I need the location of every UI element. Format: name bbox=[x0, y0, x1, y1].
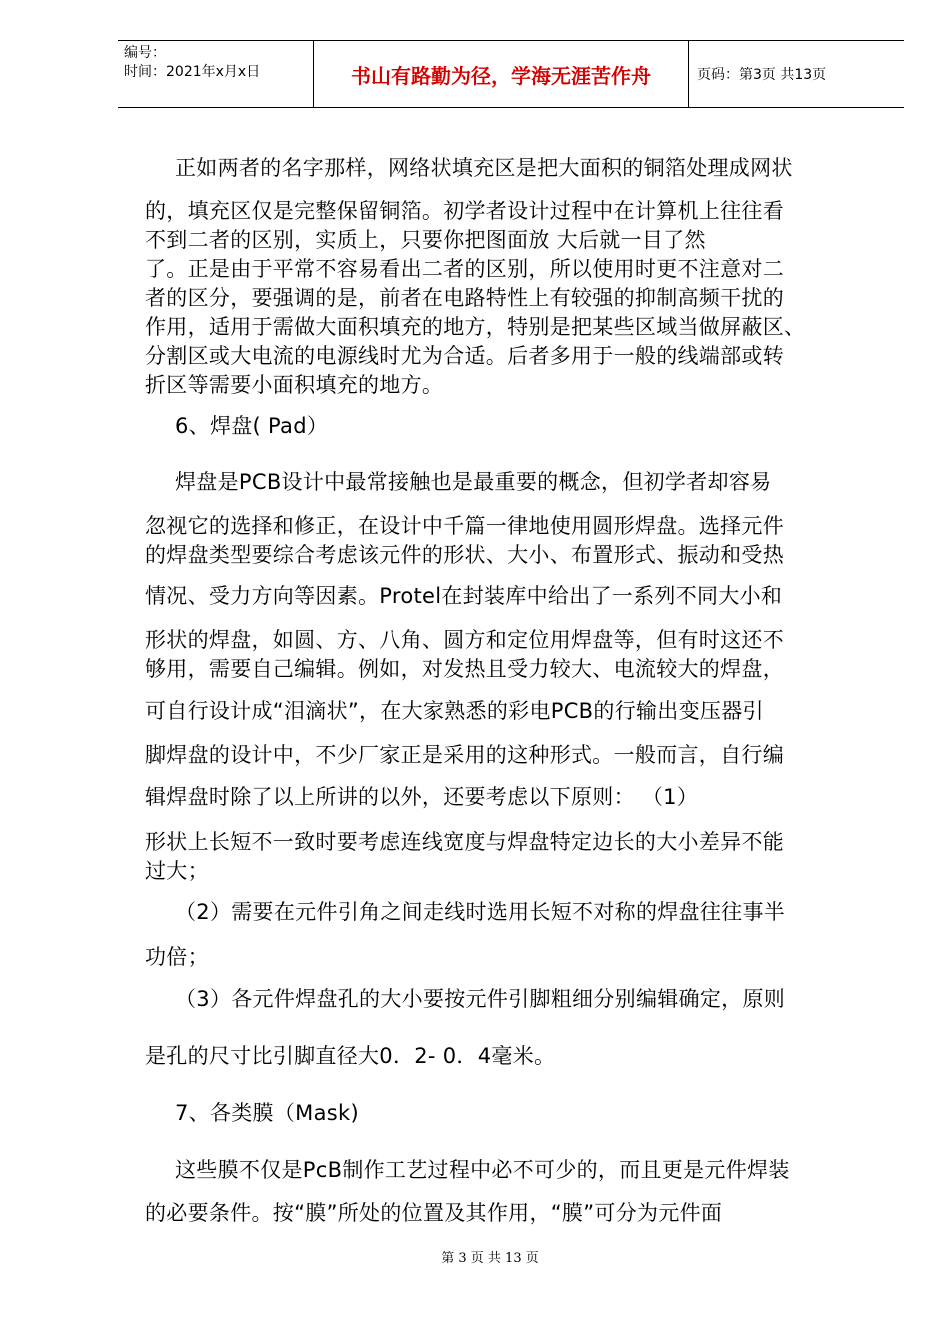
page-header bbox=[118, 40, 904, 108]
text-line-h6: 6、焊盘( Pad） bbox=[175, 414, 329, 438]
text-line-p2-l11: 过大； bbox=[145, 859, 209, 883]
text-line-p1-l4: 了。正是由于平常不容易看出二者的区别，所以使用时更不注意对二 bbox=[145, 257, 784, 281]
text-line-p4-l1: （3）各元件焊盘孔的大小要按元件引脚粗细分别编辑确定，原则 bbox=[175, 987, 786, 1011]
text-line-p3-l2: 功倍； bbox=[145, 945, 209, 969]
header-page-label: 页码：第3页 共13页 bbox=[697, 67, 827, 83]
text-line-p1-l6: 作用，适用于需做大面积填充的地方，特别是把某些区域当做屏蔽区、 bbox=[145, 315, 806, 339]
text-line-p1-l8: 折区等需要小面积填充的地方。 bbox=[145, 373, 444, 397]
text-line-p2-l5: 形状的焊盘，如圆、方、八角、圆方和定位用焊盘等，但有时这还不 bbox=[145, 628, 784, 652]
text-line-p2-l6: 够用，需要自己编辑。例如，对发热且受力较大、电流较大的焊盘， bbox=[145, 657, 784, 681]
text-line-p1-l3: 不到二者的区别，实质上，只要你把图面放 大后就一目了然 bbox=[145, 228, 706, 252]
text-line-p1-l5: 者的区分，要强调的是，前者在电路特性上有较强的抑制高频干扰的 bbox=[145, 286, 784, 310]
text-line-p2-l9: 辑焊盘时除了以上所讲的以外，还要考虑以下原则： （1） bbox=[145, 785, 699, 809]
header-number-label: 编号： bbox=[124, 45, 166, 61]
text-line-p4-l2: 是孔的尺寸比引脚直径大0．2- 0．4毫米。 bbox=[145, 1044, 556, 1068]
text-line-p2-l1: 焊盘是PCB设计中最常接触也是最重要的概念，但初学者却容易 bbox=[175, 470, 772, 494]
header-meta bbox=[118, 41, 314, 107]
header-motto: 书山有路勤为径，学海无涯苦作舟 bbox=[314, 41, 689, 107]
text-line-p2-l8: 脚焊盘的设计中，不少厂家正是采用的这种形式。一般而言，自行编 bbox=[145, 743, 784, 767]
text-line-p2-l7: 可自行设计成“泪滴状”，在大家熟悉的彩电PCB的行输出变压器引 bbox=[145, 699, 764, 723]
text-line-p3-l1: （2）需要在元件引角之间走线时选用长短不对称的焊盘往往事半 bbox=[175, 900, 786, 924]
text-line-h7: 7、各类膜（Mask) bbox=[175, 1101, 359, 1125]
page-footer: 第 3 页 共 13 页 bbox=[441, 1251, 539, 1266]
header-time-label: 时间：2021年x月x日 bbox=[124, 64, 261, 80]
text-line-p5-l1: 这些膜不仅是PcB制作工艺过程中必不可少的，而且更是元件焊装 bbox=[175, 1158, 790, 1182]
text-line-p1-l2: 的，填充区仅是完整保留铜箔。初学者设计过程中在计算机上往往看 bbox=[145, 199, 784, 223]
text-line-p1-l1: 正如两者的名字那样，网络状填充区是把大面积的铜箔处理成网状 bbox=[175, 156, 793, 180]
text-line-p2-l10: 形状上长短不一致时要考虑连线宽度与焊盘特定边长的大小差异不能 bbox=[145, 830, 784, 854]
text-line-p2-l3: 的焊盘类型要综合考虑该元件的形状、大小、布置形式、振动和受热 bbox=[145, 543, 784, 567]
text-line-p2-l4: 情况、受力方向等因素。Protel在封装库中给出了一系列不同大小和 bbox=[145, 584, 783, 608]
text-line-p1-l7: 分割区或大电流的电源线时尤为合适。后者多用于一般的线端部或转 bbox=[145, 344, 784, 368]
text-line-p2-l2: 忽视它的选择和修正，在设计中千篇一律地使用圆形焊盘。选择元件 bbox=[145, 514, 784, 538]
text-line-p5-l2: 的必要条件。按“膜”所处的位置及其作用，“膜”可分为元件面 bbox=[145, 1201, 723, 1225]
